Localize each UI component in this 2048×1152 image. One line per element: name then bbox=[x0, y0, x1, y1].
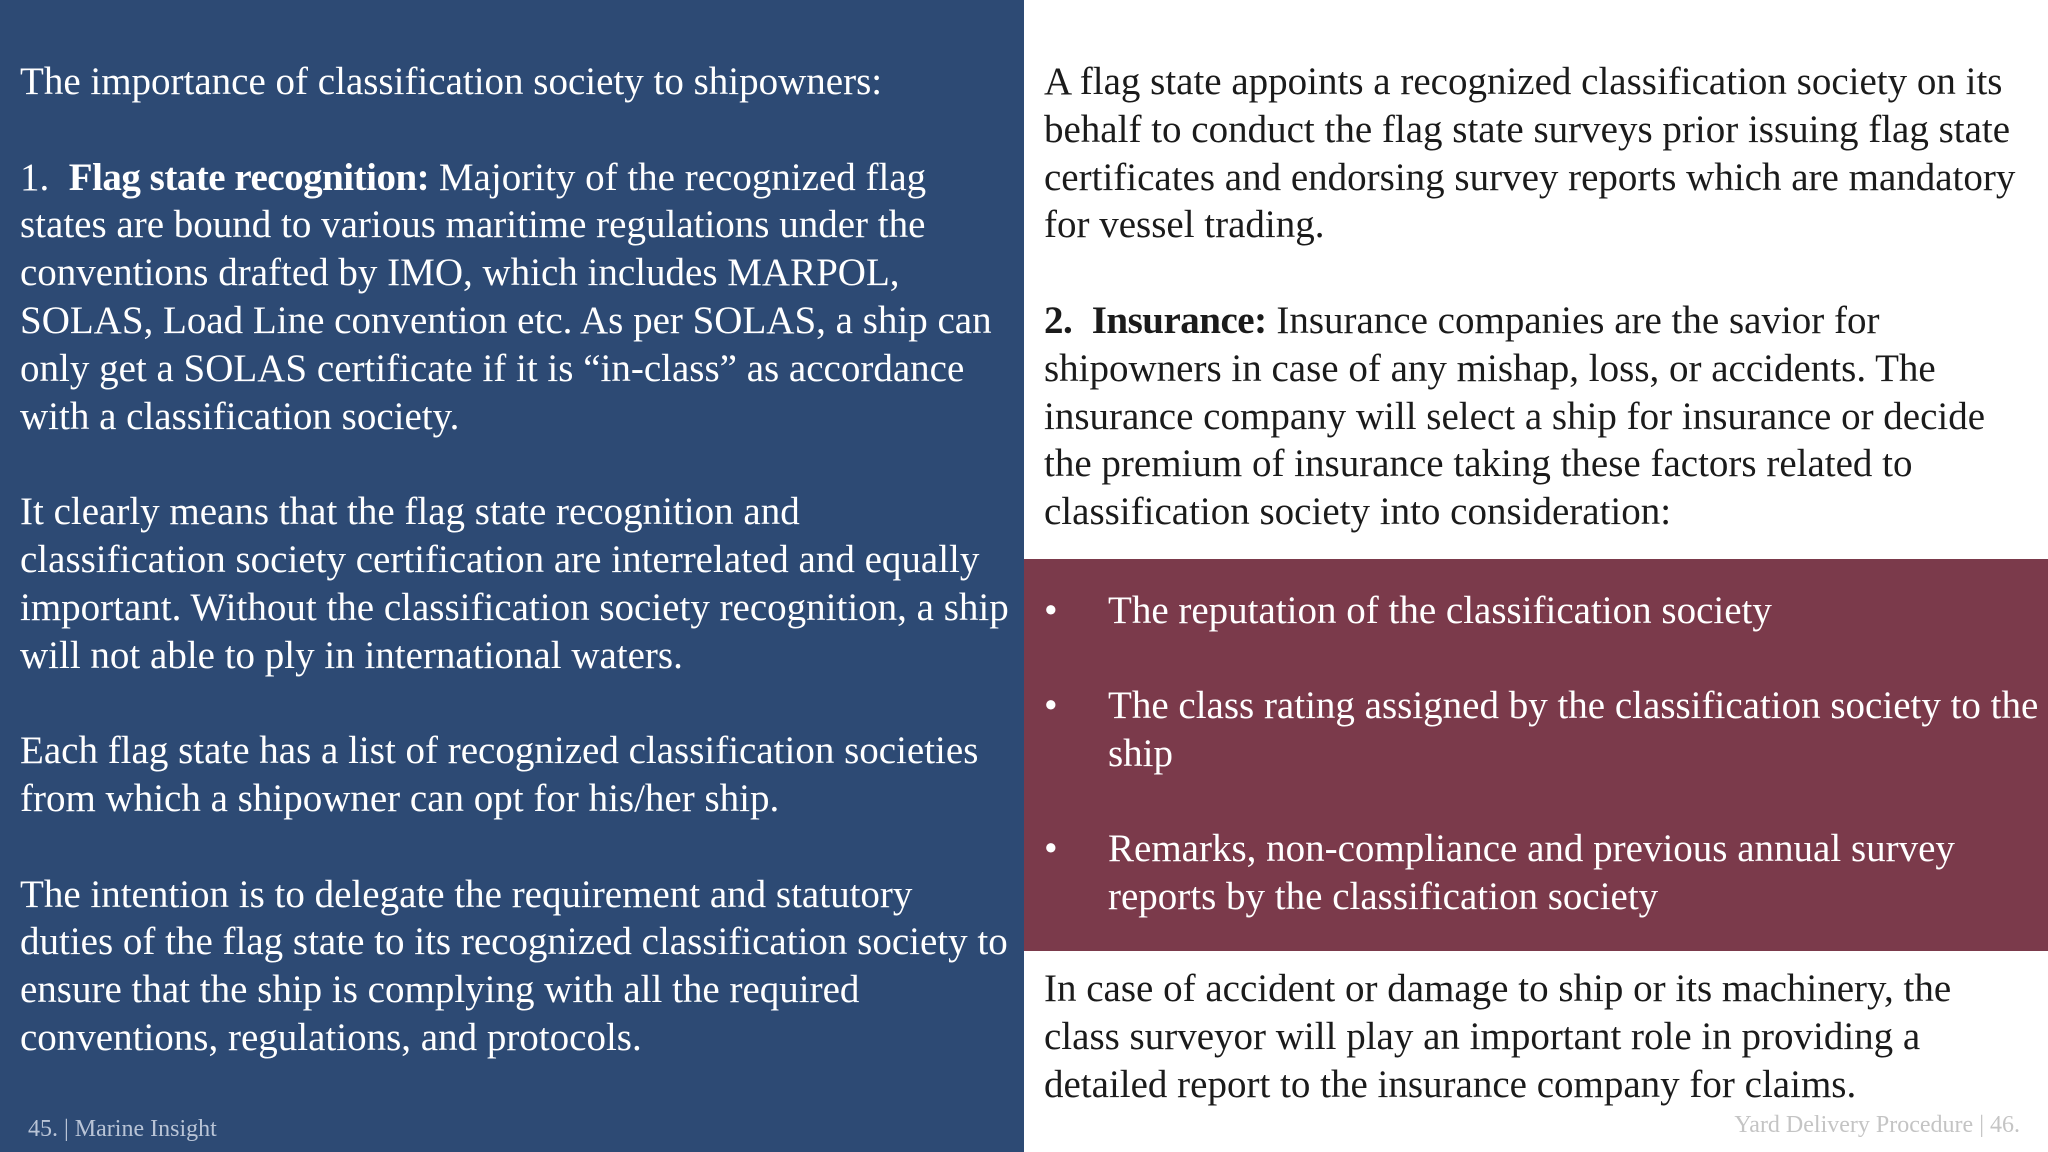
point-2-body: Insurance companies are the savior for shipowners in case of any mishap, loss, or accidents. The insurance company will select a ship for insurance or decide the premium of insurance taking these factors related to classification society into consideration: bbox=[1044, 298, 1986, 534]
bullet-text: The reputation of the classification society bbox=[1108, 589, 1772, 632]
left-page-body bbox=[20, 58, 1010, 1110]
point-1-paragraph bbox=[20, 154, 1010, 441]
point-2-number: 2. bbox=[1044, 298, 1073, 342]
left-page-footer: 45. | Marine Insight bbox=[28, 1116, 217, 1142]
intention-paragraph: The intention is to delegate the requirement and statutory duties of the flag state to its recognized classification society to ensure that the ship is complying with all the required conventions, regulations, and protocols. bbox=[20, 872, 1008, 1059]
right-page-footer: Yard Delivery Procedure | 46. bbox=[1734, 1112, 2020, 1138]
recognized-list-paragraph: Each flag state has a list of recognized classification societies from which a shipowner can opt for his/her ship. bbox=[20, 729, 979, 820]
flag-state-appointment-paragraph: A flag state appoints a recognized classification society on its behalf to conduct the flag state surveys prior issuing flag state certificates and endorsing survey reports which are mandatory for vessel trading. bbox=[1044, 60, 2016, 247]
point-1-title: Flag state recognition: bbox=[68, 155, 430, 199]
interrelation-paragraph: It clearly means that the flag state recognition and classification society certification are interrelated and equally important. Without the classification society recognition, a ship will not able to ply in international waters. bbox=[20, 490, 1009, 677]
point-1-number: 1. bbox=[20, 155, 50, 199]
point-1-body: Majority of the recognized flag states are bound to various maritime regulations under the conventions drafted by IMO, which includes MARPOL, SOLAS, Load Line convention etc. As per SOLAS, a ship can only get a SOLAS certificate if it is “in-class” as accordance with a classification society. bbox=[20, 155, 992, 438]
bullet-text: The class rating assigned by the classification society to the ship bbox=[1108, 684, 2039, 775]
insurance-factors-box bbox=[1024, 559, 2048, 951]
right-page-body bbox=[1044, 58, 2034, 584]
bullet-text: Remarks, non-compliance and previous annual survey reports by the classification society bbox=[1108, 827, 1955, 918]
point-2-title: Insurance: bbox=[1091, 298, 1267, 342]
bullet-icon: • bbox=[1044, 684, 1058, 727]
bullet-icon: • bbox=[1044, 589, 1058, 632]
closing-paragraph: In case of accident or damage to ship or its machinery, the class surveyor will play an important role in providing a detailed report to the insurance company for claims. bbox=[1044, 967, 1952, 1106]
intro-paragraph: The importance of classification society to shipowners: bbox=[20, 60, 883, 103]
right-page bbox=[1024, 0, 2048, 1152]
point-2-paragraph bbox=[1044, 297, 2034, 536]
bullet-icon: • bbox=[1044, 827, 1058, 870]
